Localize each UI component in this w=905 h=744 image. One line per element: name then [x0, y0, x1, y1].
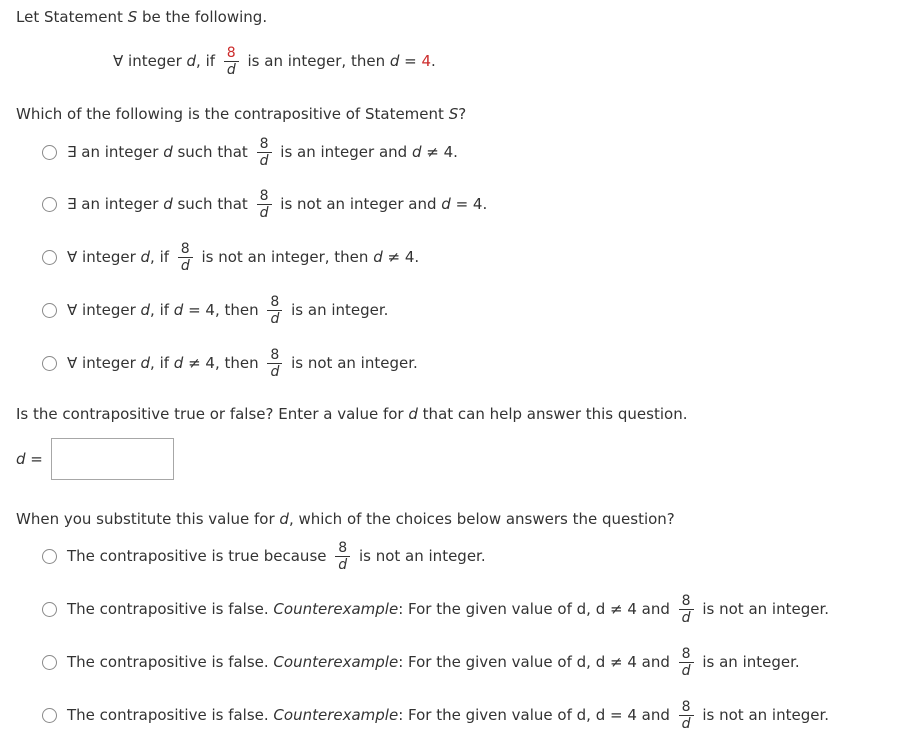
intro-text: Let Statement S be the following. [16, 8, 268, 26]
radio-button[interactable] [42, 602, 57, 617]
fraction: $\frac{8}{d}$ [257, 188, 272, 221]
radio-button[interactable] [42, 708, 57, 723]
question-substitute: When you substitute this value for d, which of the choices below answers the question? [16, 510, 675, 528]
statement-s: ∀ integer d, if $\frac{8}{d}$ is an integer, then d = 4. [113, 45, 436, 78]
radio-button[interactable] [42, 356, 57, 371]
q1-option-1[interactable]: ∃ an integer d such that $\frac{8}{d}$ is an integer and d ≠ 4. [42, 136, 458, 169]
fraction: $\frac{8}{d}$ [178, 241, 193, 274]
q1-option-5[interactable]: ∀ integer d, if d ≠ 4, then $\frac{8}{d}$ is not an integer. [42, 347, 418, 380]
question-contrapositive: Which of the following is the contrapositive of Statement S? [16, 105, 467, 123]
fraction: $\frac{8}{d}$ [335, 540, 350, 573]
q3-option-1[interactable]: The contrapositive is true because $\frac{8}{d}$ is not an integer. [42, 540, 486, 573]
radio-button[interactable] [42, 250, 57, 265]
d-value-input[interactable] [51, 438, 174, 480]
fraction: $\frac{8}{d}$ [679, 646, 694, 679]
q1-option-2[interactable]: ∃ an integer d such that $\frac{8}{d}$ is not an integer and d = 4. [42, 188, 487, 221]
fraction: $\frac{8}{d}$ [257, 136, 272, 169]
q3-option-4[interactable]: The contrapositive is false. Counterexample: For the given value of d, d = 4 and $\frac{8}{d}$ is not an integer. [42, 699, 829, 732]
question-true-false: Is the contrapositive true or false? Enter a value for d that can help answer this question. [16, 405, 688, 423]
radio-button[interactable] [42, 655, 57, 670]
radio-button[interactable] [42, 145, 57, 160]
q3-option-2[interactable]: The contrapositive is false. Counterexample: For the given value of d, d ≠ 4 and $\frac{8}{d}$ is not an integer. [42, 593, 829, 626]
radio-button[interactable] [42, 303, 57, 318]
q3-option-3[interactable]: The contrapositive is false. Counterexample: For the given value of d, d ≠ 4 and $\frac{8}{d}$ is an integer. [42, 646, 800, 679]
radio-button[interactable] [42, 549, 57, 564]
radio-button[interactable] [42, 197, 57, 212]
fraction: $\frac{8}{d}$ [679, 593, 694, 626]
q1-option-3[interactable]: ∀ integer d, if $\frac{8}{d}$ is not an integer, then d ≠ 4. [42, 241, 419, 274]
d-input-label: d = [16, 450, 43, 468]
fraction: $\frac{8}{d}$ [267, 294, 282, 327]
fraction: $\frac{8}{d}$ [267, 347, 282, 380]
q1-option-4[interactable]: ∀ integer d, if d = 4, then $\frac{8}{d}$ is an integer. [42, 294, 388, 327]
fraction: $\frac{8}{d}$ [679, 699, 694, 732]
fraction: $\frac{8}{d}$ [224, 45, 239, 78]
